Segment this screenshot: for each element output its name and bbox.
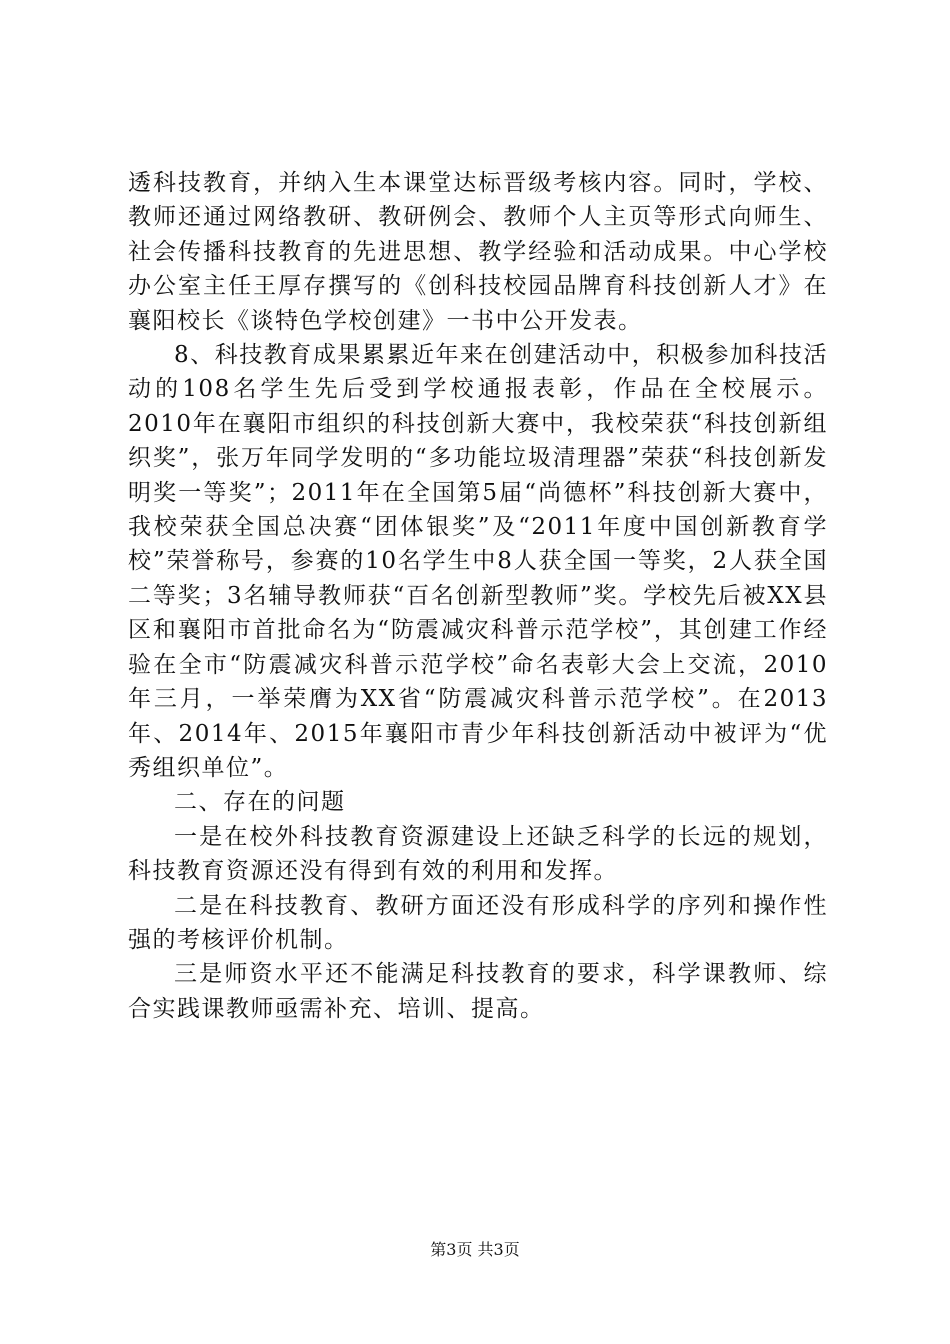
paragraph-achievements: 8、科技教育成果累累近年来在创建活动中，积极参加科技活动的108名学生先后受到学校通报表彰，作品在全校展示。2010年在襄阳市组织的科技创新大赛中，我校荣获“科技创新组织奖”，张万年同学发明的“多功能垃圾清理器”荣获“科技创新发明奖一等奖”；2011年在全国第5届“尚德杯”科技创新大赛中，我校荣获全国总决赛“团体银奖”及“2011年度中国创新教育学校”荣誉称号，参赛的10名学生中8人获全国一等奖，2人获全国二等奖；3名辅导教师获“百名创新型教师”奖。学校先后被XX县区和襄阳市首批命名为“防震减灾科普示范学校”，其创建工作经验在全市“防震减灾科普示范学校”命名表彰大会上交流，2010年三月，一举荣膺为XX省“防震减灾科普示范学校”。在2013年、2014年、2015年襄阳市青少年科技创新活动中被评为“优秀组织单位”。 (128, 342, 828, 781)
paragraph-continuation: 透科技教育，并纳入生本课堂达标晋级考核内容。同时，学校、教师还通过网络教研、教研例会、教师个人主页等形式向师生、社会传播科技教育的先进思想、教学经验和活动成果。中心学校办公室主任王厚存撰写的《创科技校园品牌育科技创新人才》在襄阳校长《谈特色学校创建》一书中公开发表。 (128, 170, 828, 334)
paragraph-problem-2: 二是在科技教育、教研方面还没有形成科学的序列和操作性强的考核评价机制。 (128, 892, 828, 953)
page-footer (0, 1240, 950, 1260)
paragraph-problem-3: 三是师资水平还不能满足科技教育的要求，科学课教师、综合实践课教师亟需补充、培训、提高。 (128, 961, 828, 1022)
page-number: 第3页 共3页 (430, 1240, 520, 1259)
section-heading-problems: 二、存在的问题 (174, 789, 346, 816)
document-body (128, 166, 828, 1026)
paragraph-problem-1: 一是在校外科技教育资源建设上还缺乏科学的长远的规划，科技教育资源还没有得到有效的利用和发挥。 (128, 823, 828, 885)
